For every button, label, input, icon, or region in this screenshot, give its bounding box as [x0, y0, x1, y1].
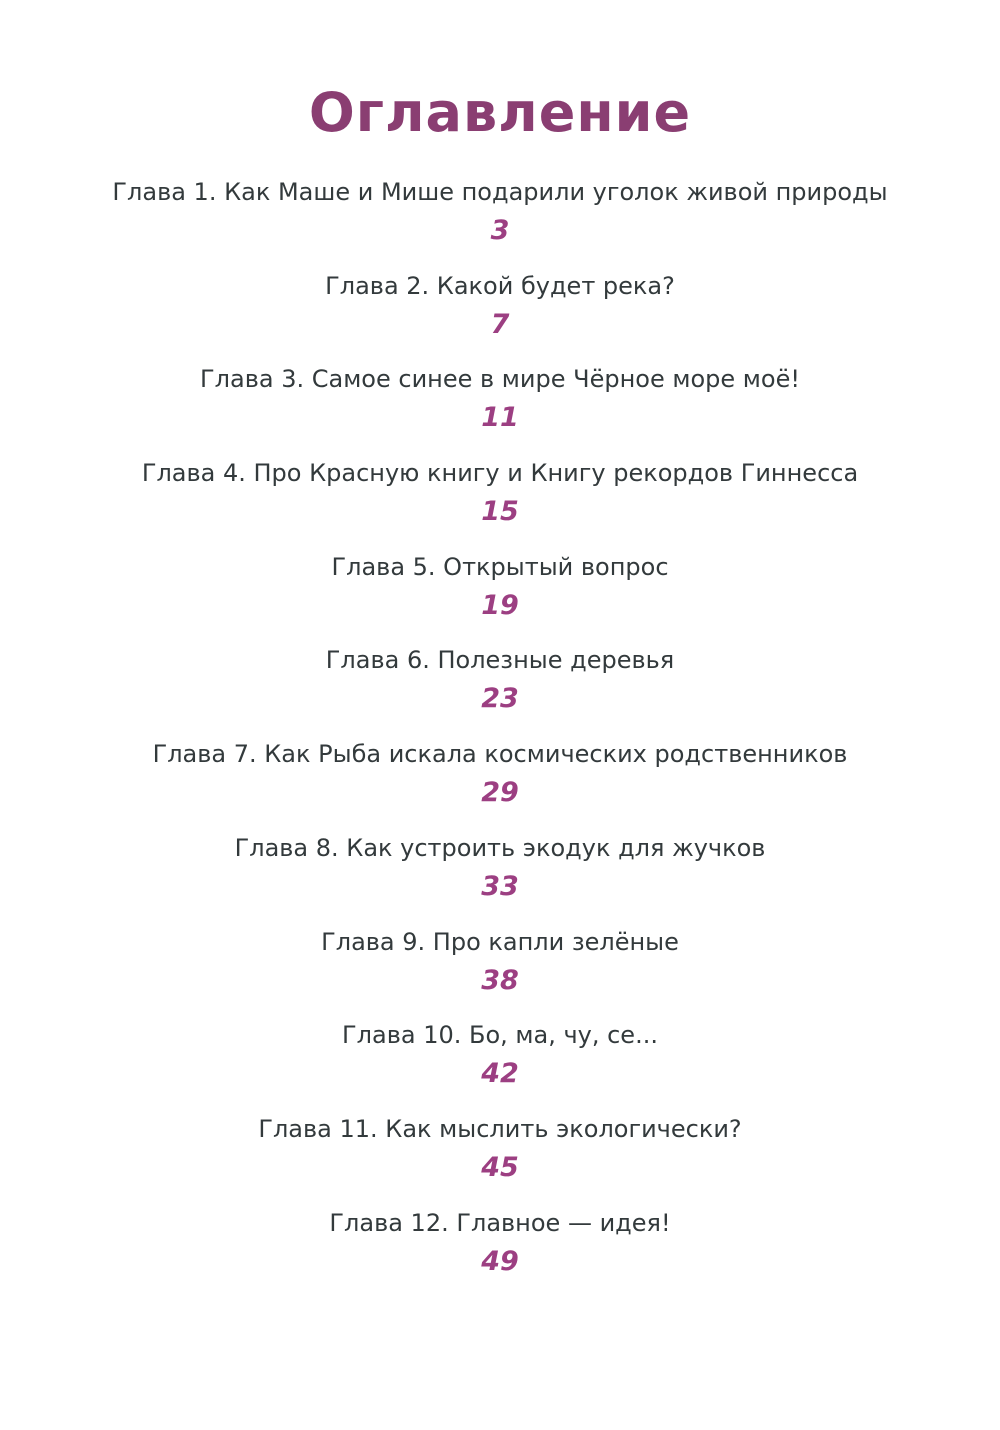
page-number: 33 [481, 870, 519, 902]
page-number: 3 [490, 215, 510, 246]
page-number: 38 [481, 964, 519, 996]
chapter-title: Глава 8. Как устроить экодук для жучков [234, 833, 766, 862]
toc-entry-4[interactable] [0, 449, 1000, 543]
chapter-title: Глава 12. Главное — идея! [329, 1208, 671, 1237]
page-number: 11 [481, 402, 519, 434]
page-title: Оглавление [308, 81, 692, 144]
toc-entry-10[interactable] [0, 1011, 1000, 1105]
page-number: 23 [481, 683, 519, 715]
chapter-title: Глава 10. Бо, ма, чу, се... [342, 1021, 658, 1050]
toc-entry-8[interactable] [0, 824, 1000, 918]
chapter-title: Глава 3. Самое синее в мире Чёрное море моё! [200, 365, 800, 394]
chapter-title: Глава 5. Открытый вопрос [331, 552, 669, 581]
toc-entry-11[interactable] [0, 1105, 1000, 1199]
chapter-title: Глава 7. Как Рыба искала космических родственников [152, 740, 848, 769]
page-number: 7 [490, 308, 510, 340]
toc-entry-2[interactable] [0, 262, 1000, 356]
toc-entry-1[interactable] [0, 168, 1000, 262]
page-number: 45 [481, 1151, 519, 1183]
chapter-title: Глава 11. Как мыслить экологически? [258, 1114, 742, 1143]
chapter-title: Глава 4. Про Красную книгу и Книгу рекордов Гиннесса [141, 459, 859, 488]
toc-entry-7[interactable] [0, 730, 1000, 824]
toc-entry-6[interactable] [0, 636, 1000, 730]
table-of-contents [0, 168, 1000, 1292]
page-number: 49 [481, 1245, 519, 1277]
chapter-title: Глава 6. Полезные деревья [325, 646, 675, 675]
toc-entry-9[interactable] [0, 918, 1000, 1012]
toc-entry-12[interactable] [0, 1199, 1000, 1293]
chapter-title: Глава 1. Как Маше и Мише подарили уголок живой природы [112, 178, 888, 206]
chapter-title: Глава 2. Какой будет река? [325, 271, 675, 300]
chapter-title: Глава 9. Про капли зелёные [321, 927, 679, 956]
page-number: 42 [481, 1058, 519, 1090]
page-number: 29 [481, 777, 519, 809]
page-number: 19 [481, 589, 519, 621]
toc-entry-5[interactable] [0, 543, 1000, 637]
toc-entry-3[interactable] [0, 355, 1000, 449]
page-number: 15 [481, 496, 519, 528]
